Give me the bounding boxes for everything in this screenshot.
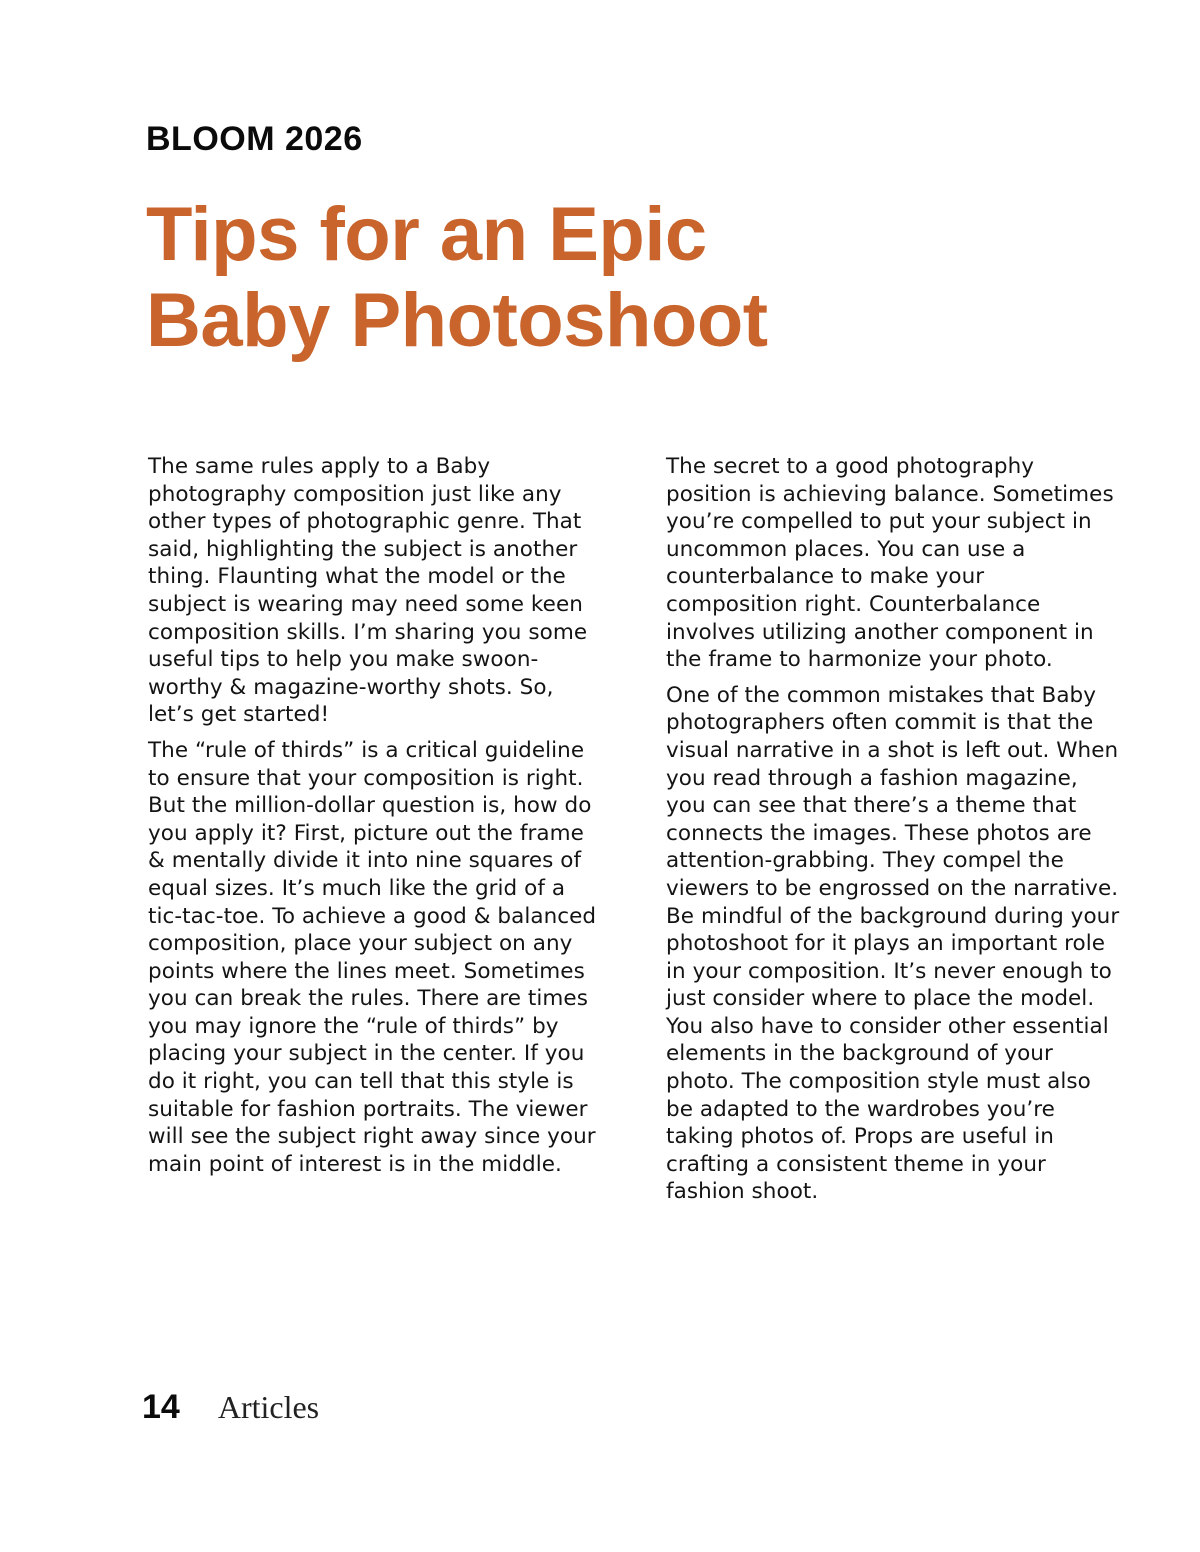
paragraph: The “rule of thirds” is a critical guideline to ensure that your composition is right. But the million-dollar question is, how do you apply it? First, picture out the frame & mentally divide it into nine squares of equal sizes. It’s much like the grid of a tic-tac-toe. To achieve a good & balanced composition, place your subject on any points where the lines meet. Sometimes you can break the rules. There are times you may ignore the “rule of thirds” by placing your subject in the center. If you do it right, you can tell that this style is suitable for fashion portraits. The viewer will see the subject right away since your main point of interest is in the middle. xyxy=(148,737,597,1177)
page-number: 14 xyxy=(142,1388,180,1426)
paragraph: One of the common mistakes that Baby photographers often commit is that the visual narrative in a shot is left out. When you read through a fashion magazine, you can see that there’s a theme that connects the images. These photos are attention-grabbing. They compel the viewers to be engrossed on the narrative. Be mindful of the background during your photoshoot for it plays an important role in your composition. It’s never enough to just consider where to place the model. You also have to consider other essential elements in the background of your photo. The composition style must also be adapted to the wardrobes you’re taking photos of. Props are useful in crafting a consistent theme in your fashion shoot. xyxy=(666,682,1120,1205)
magazine-kicker: BLOOM 2026 xyxy=(146,120,363,158)
article-title-line-2: Baby Photoshoot xyxy=(146,278,768,363)
paragraph: The secret to a good photography position is achieving balance. Sometimes you’re compelled to put your subject in uncommon places. You can use a counterbalance to make your composition right. Counterbalance involves utilizing another component in the frame to harmonize your photo. xyxy=(666,454,1114,673)
page-footer xyxy=(142,1388,319,1427)
article-body xyxy=(148,453,1120,1214)
article-column-right xyxy=(666,453,1120,1214)
article-title-line-1: Tips for an Epic xyxy=(146,192,707,277)
article-title xyxy=(146,192,1096,364)
article-column-left xyxy=(148,453,602,1214)
section-name: Articles xyxy=(217,1389,320,1425)
paragraph: The same rules apply to a Baby photography composition just like any other types of photographic genre. That said, highlighting the subject is another thing. Flaunting what the model or the subject is wearing may need some keen composition skills. I’m sharing you some useful tips to help you make swoon-worthy & magazine-worthy shots. So, let’s get started! xyxy=(148,454,588,728)
